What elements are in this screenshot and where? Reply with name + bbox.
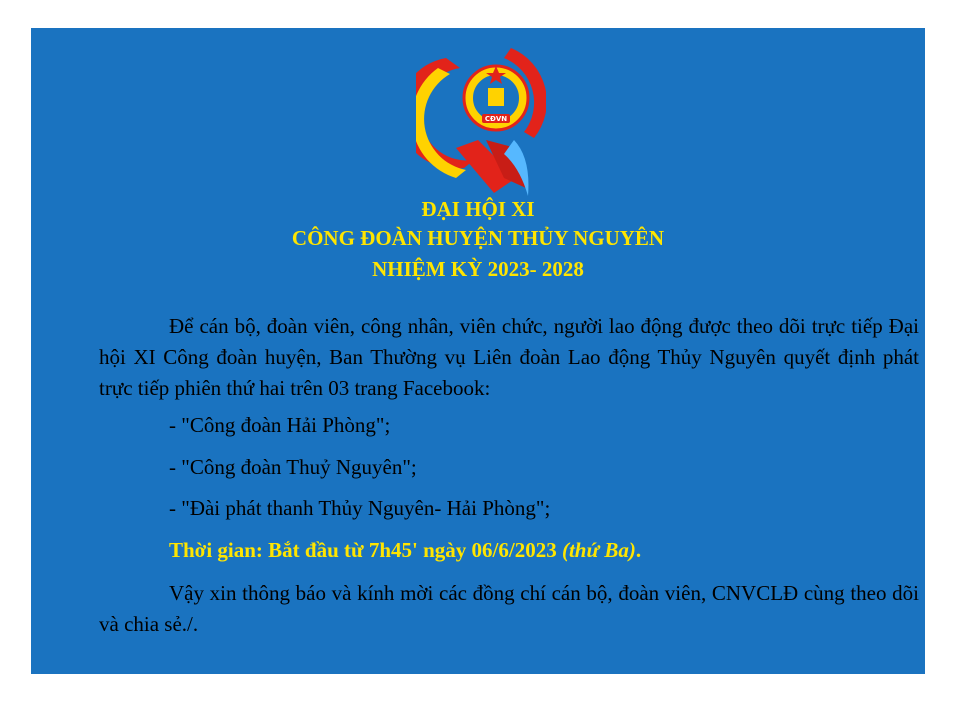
logo-text: CĐVN bbox=[484, 115, 508, 123]
facebook-page-item: - "Đài phát thanh Thủy Nguyên- Hải Phòng"; bbox=[169, 496, 551, 520]
time-notice bbox=[169, 535, 641, 566]
time-main: Thời gian: Bắt đầu từ 7h45' ngày 06/6/2023 bbox=[169, 538, 562, 562]
heading-line-2: CÔNG ĐOÀN HUYỆN THỦY NGUYÊN bbox=[291, 226, 665, 250]
time-day: (thứ Ba) bbox=[561, 538, 636, 562]
time-end: . bbox=[635, 538, 642, 562]
heading-line-3: NHIỆM KỲ 2023- 2028 bbox=[372, 257, 584, 281]
heading-line-1: ĐẠI HỘI XI bbox=[421, 197, 535, 221]
facebook-page-item: - "Công đoàn Hải Phòng"; bbox=[169, 413, 391, 437]
slide bbox=[31, 28, 925, 674]
intro-paragraph: Để cán bộ, đoàn viên, công nhân, viên chức, người lao động được theo dõi trực tiếp Đại hội XI Công đoàn huyện, Ban Thường vụ Liên đoàn Lao động Thủy Nguyên quyết định phát trực tiếp phiên thứ hai trên 03 trang Facebook: bbox=[99, 314, 919, 400]
facebook-page-item: - "Công đoàn Thuỷ Nguyên"; bbox=[169, 455, 417, 479]
closing-paragraph: Vậy xin thông báo và kính mời các đồng chí cán bộ, đoàn viên, CNVCLĐ cùng theo dõi và chia sẻ./. bbox=[99, 581, 919, 636]
trade-union-emblem-icon bbox=[416, 28, 546, 198]
